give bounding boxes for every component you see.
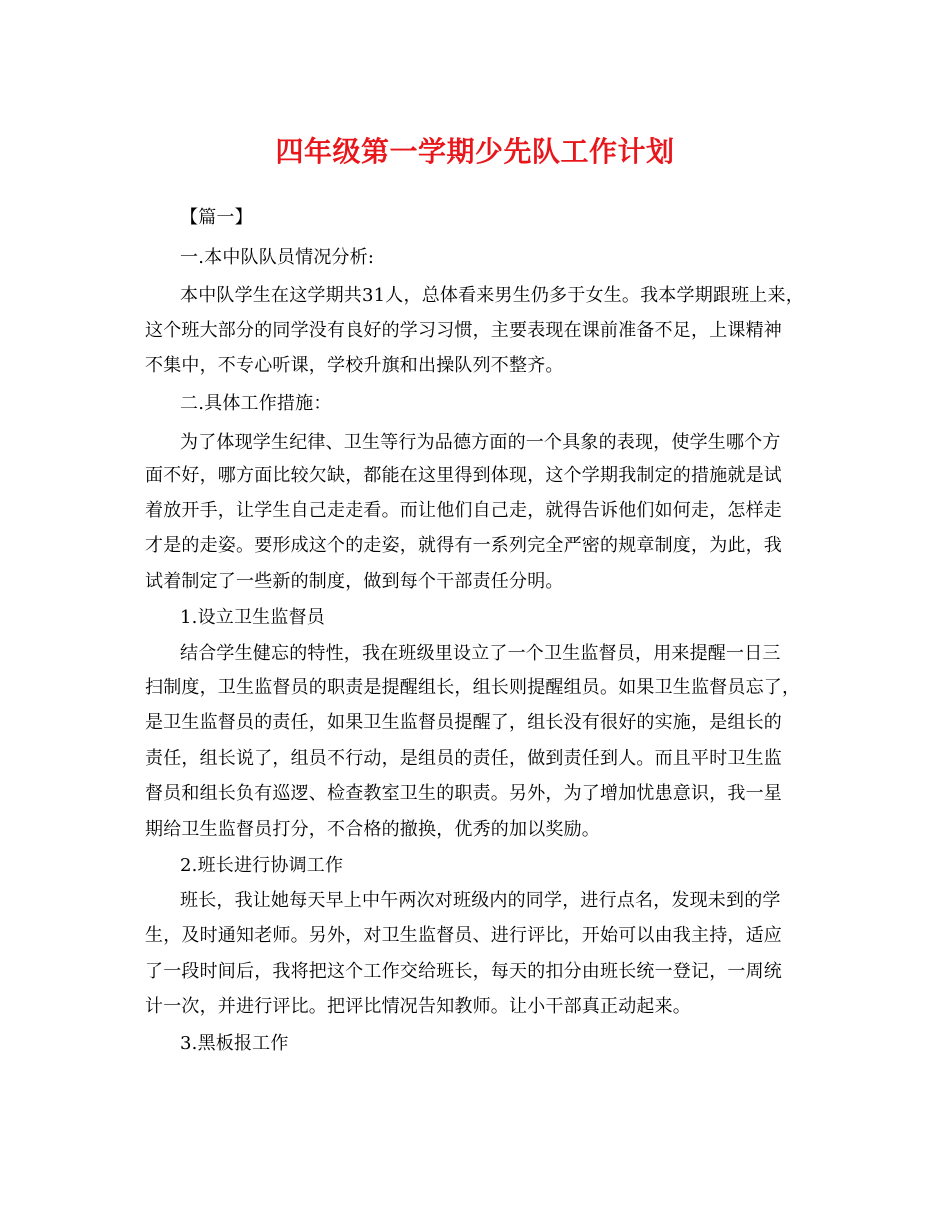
- subheading-blackboard: 3.黑板报工作: [180, 1033, 289, 1054]
- paragraph-line: 面不好，哪方面比较欠缺，都能在这里得到体现，这个学期我制定的措施就是试: [145, 465, 782, 486]
- subheading-hygiene-monitor: 1.设立卫生监督员: [180, 607, 325, 628]
- paragraph-line: 着放开手，让学生自己走走看。而让他们自己走，就得告诉他们如何走，怎样走: [145, 500, 782, 521]
- paragraph-line: 计一次，并进行评比。把评比情况告知教师。让小干部真正动起来。: [145, 996, 691, 1017]
- subheading-monitor-coordination: 2.班长进行协调工作: [180, 855, 344, 876]
- paragraph-line: 试着制定了一些新的制度，做到每个干部责任分明。: [145, 571, 564, 592]
- paragraph-line: 生，及时通知老师。另外，对卫生监督员、进行评比，开始可以由我主持，适应: [145, 925, 782, 946]
- paragraph-line: 才是的走姿。要形成这个的走姿，就得有一系列完全严密的规章制度，为此，我: [145, 535, 782, 556]
- paragraph-line: 督员和组长负有巡逻、检查教室卫生的职责。另外，为了增加忧患意识，我一星: [145, 783, 782, 804]
- paragraph-line: 为了体现学生纪律、卫生等行为品德方面的一个具象的表现，使学生哪个方: [180, 432, 781, 453]
- section-heading-part-one: 【篇一】: [180, 207, 253, 228]
- paragraph-line: 责任，组长说了，组员不行动，是组员的责任，做到责任到人。而且平时卫生监: [145, 748, 782, 769]
- paragraph-line: 了一段时间后，我将把这个工作交给班长，每天的扣分由班长统一登记，一周统: [145, 961, 782, 982]
- paragraph-line: 不集中，不专心听课，学校升旗和出操队列不整齐。: [145, 355, 564, 376]
- paragraph-line: 结合学生健忘的特性，我在班级里设立了一个卫生监督员，用来提醒一日三: [180, 643, 781, 664]
- paragraph-line: 扫制度，卫生监督员的职责是提醒组长，组长则提醒组员。如果卫生监督员忘了，: [145, 677, 801, 698]
- section-heading-analysis: 一.本中队队员情况分析:: [180, 247, 375, 268]
- paragraph-line: 是卫生监督员的责任，如果卫生监督员提醒了，组长没有很好的实施，是组长的: [145, 712, 782, 733]
- paragraph-line: 这个班大部分的同学没有良好的学习习惯，主要表现在课前准备不足，上课精神: [145, 320, 782, 341]
- document-title: 四年级第一学期少先队工作计划: [275, 135, 675, 168]
- section-heading-measures: 二.具体工作措施：: [180, 393, 332, 414]
- paragraph-line: 本中队学生在这学期共31人，总体看来男生仍多于女生。我本学期跟班上来，: [180, 285, 804, 306]
- paragraph-line: 期给卫生监督员打分，不合格的撤换，优秀的加以奖励。: [145, 819, 600, 840]
- paragraph-line: 班长，我让她每天早上中午两次对班级内的同学，进行点名，发现未到的学: [180, 890, 781, 911]
